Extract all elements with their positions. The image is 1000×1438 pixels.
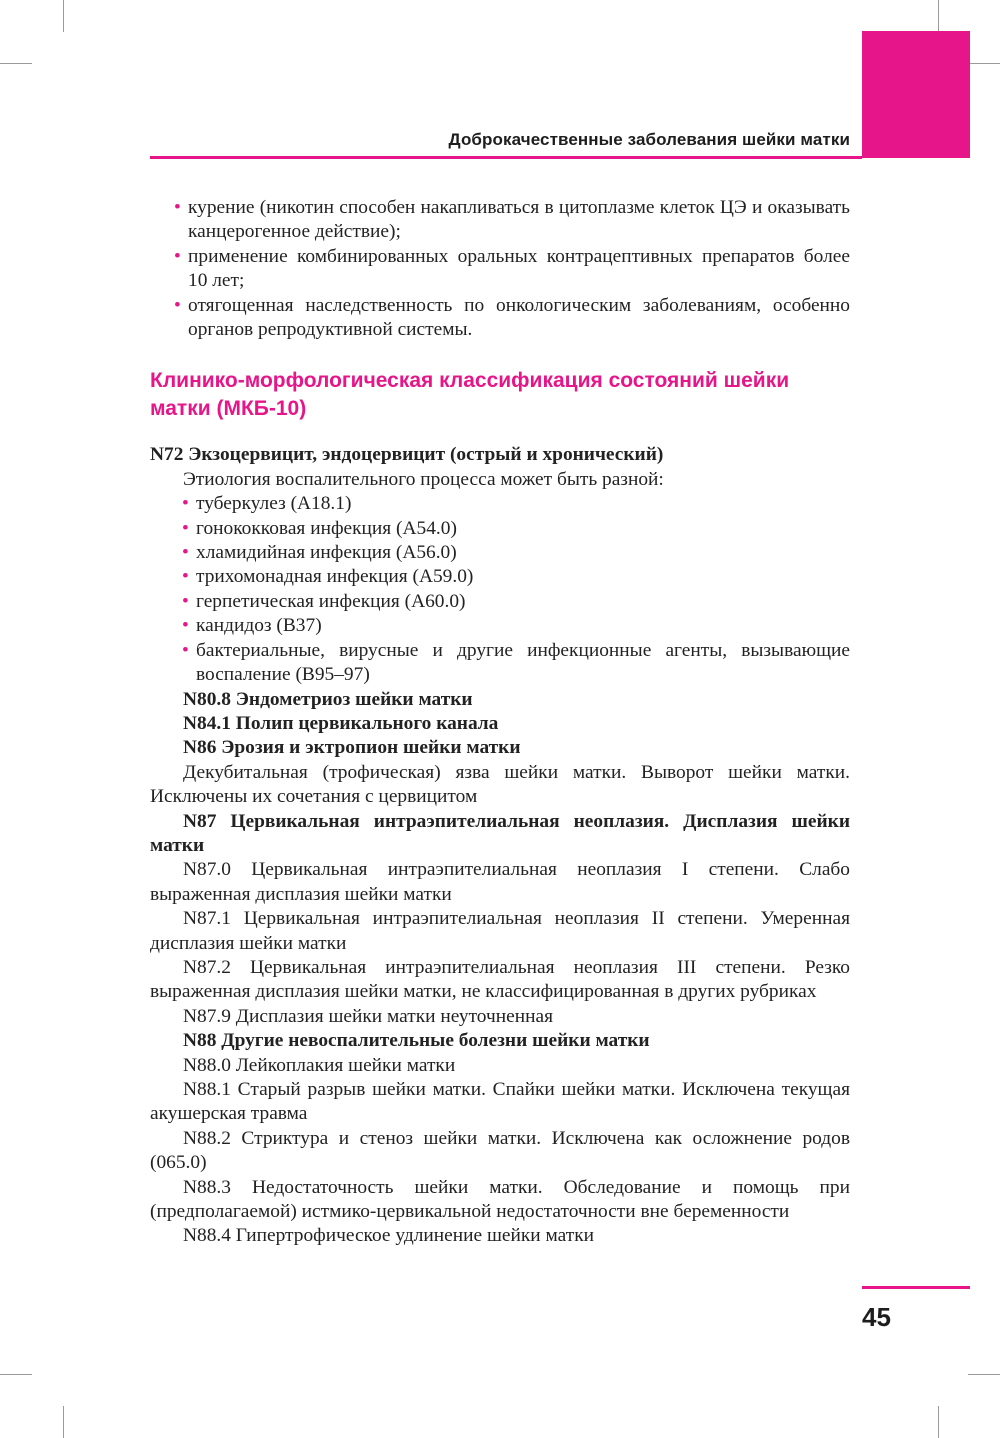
n88-3-text: N88.3 Недостаточность шейки матки. Обследование и помощь при (предполагаемой) истмико-цервикальной недостаточности вне беременности bbox=[150, 1176, 850, 1223]
bullet-icon: • bbox=[182, 542, 189, 564]
page-body bbox=[150, 196, 850, 1249]
crop-mark bbox=[0, 63, 32, 64]
code-n84-heading: N84.1 Полип цервикального канала bbox=[183, 712, 499, 734]
crop-mark bbox=[938, 1406, 939, 1438]
code-n87-heading: N87 Цервикальная интраэпителиальная неоплазия. Дисплазия шейки матки bbox=[150, 810, 850, 856]
bullet-icon: • bbox=[182, 517, 189, 539]
n88-4-text: N88.4 Гипертрофическое удлинение шейки матки bbox=[183, 1225, 595, 1247]
risk-factor-item: • отягощенная наследственность по онкологическим заболеваниям, особенно органов репродуктивной системы. bbox=[174, 294, 850, 341]
n87-9-text: N87.9 Дисплазия шейки матки неуточненная bbox=[183, 1005, 554, 1027]
etiology-item: • кандидоз (B37) bbox=[150, 614, 850, 638]
crop-mark bbox=[968, 63, 1000, 64]
crop-mark bbox=[968, 1374, 1000, 1375]
code-n88-heading: N88 Другие невоспалительные болезни шейки матки bbox=[183, 1030, 650, 1052]
bullet-icon: • bbox=[182, 566, 189, 588]
code-n86-heading: N86 Эрозия и эктропион шейки матки bbox=[183, 737, 521, 759]
crop-mark bbox=[63, 0, 64, 32]
risk-factor-item: • курение (никотин способен накапливаться в цитоплазме клеток ЦЭ и оказывать канцерогенное действие); bbox=[174, 197, 850, 243]
etiology-item: • гонококковая инфекция (A54.0) bbox=[150, 517, 850, 541]
etiology-item: • туберкулез (A18.1) bbox=[150, 492, 850, 516]
bullet-icon: • bbox=[182, 639, 189, 661]
n87-0-text: N87.0 Цервикальная интраэпителиальная неоплазия I степени. Слабо выраженная дисплазия шейки матки bbox=[150, 859, 850, 905]
n72-intro: Этиология воспалительного процесса может быть разной: bbox=[183, 468, 664, 490]
chapter-tab bbox=[862, 31, 970, 158]
etiology-item: • бактериальные, вирусные и другие инфекционные агенты, вызывающие воспаление (B95–97) bbox=[182, 639, 850, 686]
footer-rule bbox=[862, 1286, 970, 1289]
bullet-icon: • bbox=[182, 615, 189, 637]
etiology-item: • трихомонадная инфекция (A59.0) bbox=[150, 565, 850, 589]
crop-mark bbox=[938, 0, 939, 32]
crop-mark bbox=[0, 1374, 32, 1375]
n86-text: Декубитальная (трофическая) язва шейки матки. Выворот шейки матки. Исключены их сочетания с цервицитом bbox=[150, 761, 850, 808]
bullet-icon: • bbox=[182, 590, 189, 612]
page-number: 45 bbox=[862, 1302, 891, 1332]
n88-0-text: N88.0 Лейкоплакия шейки матки bbox=[183, 1054, 456, 1076]
bullet-icon: • bbox=[174, 294, 181, 316]
bullet-icon: • bbox=[174, 197, 181, 218]
etiology-item: • хламидийная инфекция (A56.0) bbox=[150, 541, 850, 565]
running-title: Доброкачественные заболевания шейки матки bbox=[448, 130, 850, 149]
n87-1-text: N87.1 Цервикальная интраэпителиальная неоплазия II степени. Умеренная дисплазия шейки матки bbox=[150, 908, 850, 954]
code-n80-heading: N80.8 Эндометриоз шейки матки bbox=[183, 688, 473, 710]
bullet-icon: • bbox=[174, 245, 181, 267]
section-title: Клинико-морфологическая классификация состояний шейки матки (МКБ-10) bbox=[150, 369, 790, 421]
bullet-icon: • bbox=[182, 493, 189, 515]
code-n72-heading: N72 Экзоцервицит, эндоцервицит (острый и хронический) bbox=[150, 444, 664, 466]
crop-mark bbox=[63, 1406, 64, 1438]
n88-1-text: N88.1 Старый разрыв шейки матки. Спайки шейки матки. Исключена текущая акушерская травма bbox=[150, 1079, 850, 1125]
header-rule bbox=[150, 156, 862, 159]
n88-2-text: N88.2 Стриктура и стеноз шейки матки. Исключена как осложнение родов (065.0) bbox=[150, 1127, 850, 1174]
risk-factor-item: • применение комбинированных оральных контрацептивных препаратов более 10 лет; bbox=[174, 245, 850, 292]
etiology-item: • герпетическая инфекция (A60.0) bbox=[150, 590, 850, 614]
n87-2-text: N87.2 Цервикальная интраэпителиальная неоплазия III степени. Резко выраженная дисплазия шейки матки, не классифицированная в других рубриках bbox=[150, 956, 850, 1003]
